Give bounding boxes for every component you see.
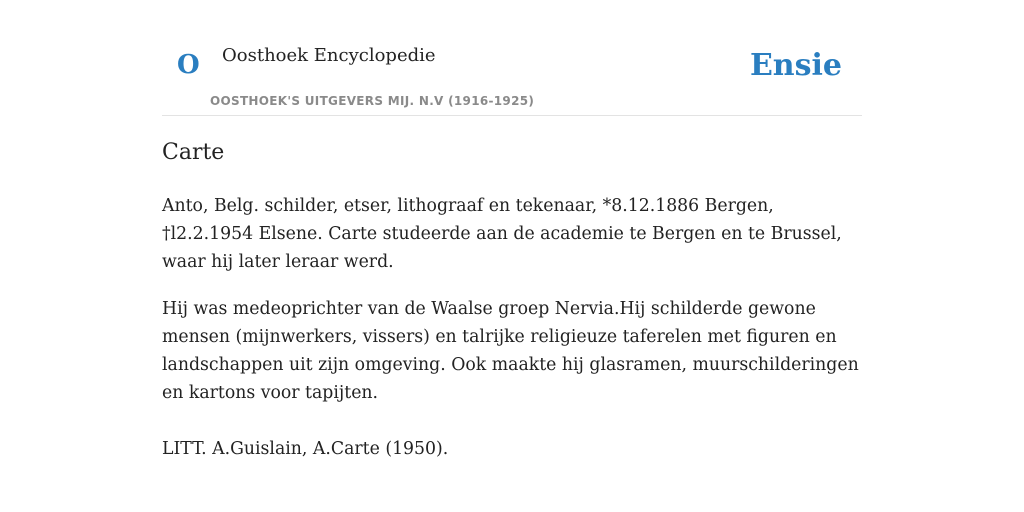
- page-container: [162, 0, 862, 459]
- site-header: [162, 0, 862, 116]
- publisher-label: OOSTHOEK'S UITGEVERS MIJ. N.V (1916-1925): [210, 94, 535, 108]
- site-title[interactable]: Oosthoek Encyclopedie: [222, 45, 436, 66]
- literature-reference: LITT. A.Guislain, A.Carte (1950).: [162, 439, 449, 459]
- entry-paragraph: Hij was medeoprichter van de Waalse groep Nervia.Hij schilderde gewone mensen (mijnwerkers, vissers) en talrijke religieuze taferelen met figuren en landschappen uit zijn omgeving. Ook maakte hij glasramen, muurschilderingen en kartons voor tapijten.: [162, 299, 859, 403]
- ensie-logo-link[interactable]: Ensie: [749, 48, 842, 83]
- logo-mark[interactable]: O: [177, 50, 200, 80]
- entry-paragraph: Anto, Belg. schilder, etser, lithograaf en tekenaar, *8.12.1886 Bergen, †l2.2.1954 Elsene. Carte studeerde aan de academie te Bergen en te Brussel, waar hij later leraar werd.: [162, 196, 842, 272]
- entry-title: Carte: [162, 140, 225, 165]
